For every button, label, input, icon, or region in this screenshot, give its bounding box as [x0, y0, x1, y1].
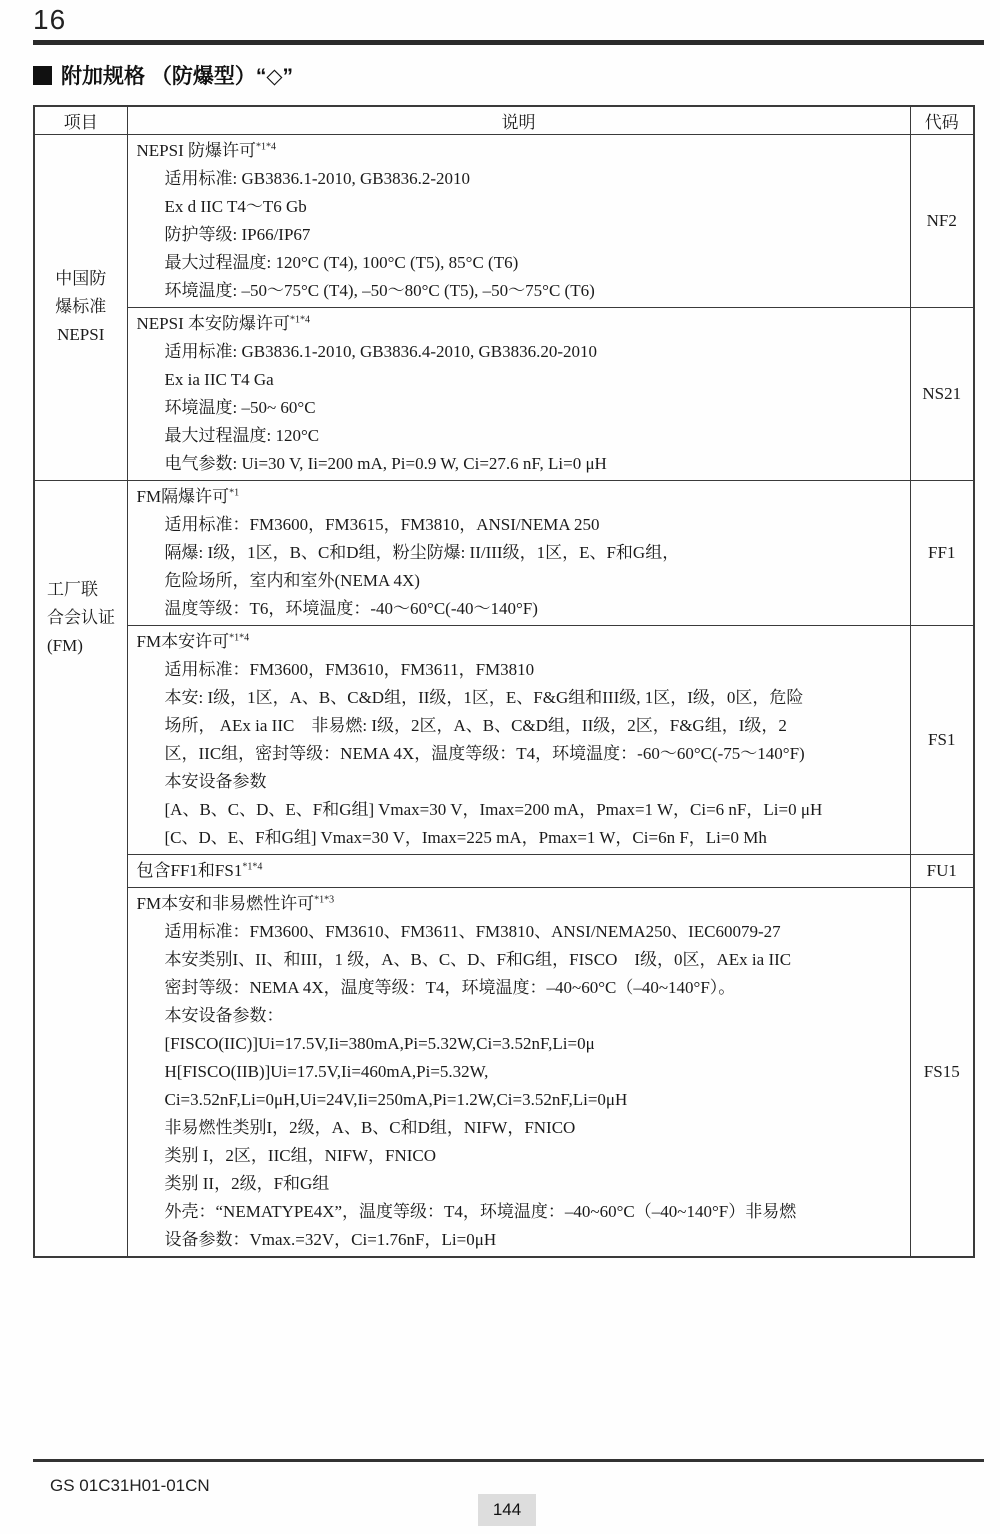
spec-line: NEPSI 本安防爆许可$^{*1*4}$ [136, 313, 310, 333]
item-label-line: 爆标准 [55, 297, 107, 316]
spec-line: NEPSI 防爆许可$^{*1*4}$ [136, 140, 276, 160]
spec-line: H[FISCO(IIB)]Ui=17.5V,Ii=460mA,Pi=5.32W, [164, 1061, 489, 1081]
spec-line: 适用标准: GB3836.1-2010, GB3836.2-2010 [164, 168, 471, 188]
spec-line: [A、B、C、D、E、F和G组] Vmax=30 V，Imax=200 mA，Pmax=1 W，Ci=6 nF，Li=0 μH [164, 799, 823, 819]
description-cell [127, 134, 910, 307]
header-code: 代码 [910, 106, 974, 134]
spec-line: Ci=3.52nF,Li=0μH,Ui=24V,Ii=250mA,Pi=1.2W,Ci=3.52nF,Li=0μH [164, 1089, 628, 1109]
spec-line: 最大过程温度: 120°C [164, 425, 320, 445]
code-cell: FS15 [910, 887, 974, 1257]
spec-line: 温度等级：T6，环境温度：-40～60°C(-40～140°F) [164, 598, 538, 618]
item-cell [34, 134, 127, 480]
footnote-marker: *1*3 [314, 893, 335, 905]
footnote-marker: *1*4 [242, 860, 263, 872]
code-cell: FU1 [910, 854, 974, 887]
spec-line: 本安设备参数 [164, 771, 267, 791]
footnote-marker: *1*4 [255, 140, 276, 152]
spec-line: Ex d IIC T4～T6 Gb [164, 196, 307, 216]
spec-line: FM本安许可$^{*1*4}$ [136, 631, 250, 651]
item-label-line: 中国防 [55, 269, 107, 288]
footer-document-number: GS 01C31H01-01CN [50, 1476, 210, 1495]
spec-line: 本安类别I、II、和III，1 级，A、B、C、D、F和G组，FISCO I级，0区，AEx ia IIC [164, 949, 792, 969]
code-cell: FS1 [910, 625, 974, 854]
spec-line: 环境温度: –50～75°C (T4), –50～80°C (T5), –50～75°C (T6) [164, 280, 595, 300]
item-cell [34, 480, 127, 1257]
table-row [34, 625, 974, 854]
spec-line: 适用标准：FM3600、FM3610、FM3611、FM3810、ANSI/NEMA250、IEC60079-27 [164, 921, 781, 941]
description-cell [127, 887, 910, 1257]
spec-line: FM隔爆许可$^{*1}$ [136, 486, 240, 506]
spec-line: 类别 I，2区，IIC组，NIFW，FNICO [164, 1145, 437, 1165]
header-description: 说明 [127, 106, 910, 134]
spec-line: 危险场所，室内和室外(NEMA 4X) [164, 570, 420, 590]
footer-page-number: 144 [478, 1494, 536, 1526]
code-cell: NF2 [910, 134, 974, 307]
item-label-line: (FM) [47, 635, 83, 655]
spec-line: FM本安和非易燃性许可$^{*1*3}$ [136, 893, 335, 913]
spec-line: 防护等级: IP66/IP67 [164, 224, 311, 244]
spec-line: [FISCO(IIC)]Ui=17.5V,Ii=380mA,Pi=5.32W,Ci=3.52nF,Li=0μ [164, 1033, 595, 1053]
spec-line: 区，IIC组，密封等级：NEMA 4X，温度等级：T4，环境温度：-60～60°C(-75～140°F) [164, 743, 805, 763]
table-row [34, 887, 974, 1257]
top-rule [33, 40, 984, 45]
table-row [34, 854, 974, 887]
item-label-line: 合会认证 [47, 607, 115, 627]
spec-line: 非易燃性类别I，2级，A、B、C和D组，NIFW，FNICO [164, 1117, 576, 1137]
footnote-marker: *1*4 [229, 631, 250, 643]
spec-line: Ex ia IIC T4 Ga [164, 369, 274, 389]
table-row [34, 307, 974, 480]
spec-line: 适用标准：FM3600，FM3610，FM3611，FM3810 [164, 659, 535, 679]
spec-line: 适用标准：FM3600，FM3615，FM3810，ANSI/NEMA 250 [164, 514, 600, 534]
spec-line: 外壳：“NEMATYPE4X”，温度等级：T4，环境温度：–40~60°C（–40~140°F）非易燃 [164, 1201, 797, 1221]
code-cell: NS21 [910, 307, 974, 480]
spec-line: 隔爆: I级，1区，B、C和D组，粉尘防爆: II/III级，1区，E、F和G组， [164, 542, 680, 562]
description-cell [127, 625, 910, 854]
table-row [34, 480, 974, 625]
description-cell [127, 307, 910, 480]
description-cell [127, 480, 910, 625]
spec-line: 设备参数：Vmax.=32V，Ci=1.76nF，Li=0μH [164, 1229, 497, 1249]
spec-line: 类别 II，2级，F和G组 [164, 1173, 330, 1193]
description-cell [127, 854, 910, 887]
spec-line: 电气参数: Ui=30 V, Ii=200 mA, Pi=0.9 W, Ci=27.6 nF, Li=0 μH [164, 453, 607, 473]
footnote-marker: *1 [229, 486, 240, 498]
code-cell: FF1 [910, 480, 974, 625]
spec-table [33, 105, 975, 1258]
header-item: 项目 [34, 106, 127, 134]
item-label-line: NEPSI [57, 325, 105, 344]
item-label-line: 工厂联 [47, 579, 98, 599]
spec-line: 密封等级：NEMA 4X，温度等级：T4，环境温度：–40~60°C（–40~140°F）。 [164, 977, 736, 997]
spec-line: 包含FF1和$FS1^{*1*4}$ [136, 860, 263, 880]
spec-table-body [34, 134, 974, 1257]
section-title: 附加规格 （防爆型）“◇” [61, 65, 293, 88]
table-row [34, 134, 974, 307]
footnote-marker: *1*4 [289, 313, 310, 325]
spec-line: 适用标准: GB3836.1-2010, GB3836.4-2010, GB3836.20-2010 [164, 341, 598, 361]
chapter-number: 16 [33, 4, 67, 35]
table-header-row [34, 106, 974, 134]
spec-line: 本安: I级，1区，A、B、C&D组，II级，1区，E、F&G组和III级, 1区，I级，0区，危险 [164, 687, 804, 707]
spec-line: 场所， AEx ia IIC 非易燃: I级，2区，A、B、C&D组，II级，2区，F&G组，I级，2 [164, 715, 787, 735]
footer-rule [33, 1459, 984, 1462]
spec-line: 最大过程温度: 120°C (T4), 100°C (T5), 85°C (T6) [164, 252, 519, 272]
spec-line: [C、D、E、F和G组] Vmax=30 V，Imax=225 mA，Pmax=1 W，Ci=6n F，Li=0 Mh [164, 827, 767, 847]
spec-line: 环境温度: –50~ 60°C [164, 397, 316, 417]
section-heading [33, 60, 293, 90]
heading-square-icon [33, 66, 52, 85]
spec-line: 本安设备参数： [164, 1005, 284, 1025]
